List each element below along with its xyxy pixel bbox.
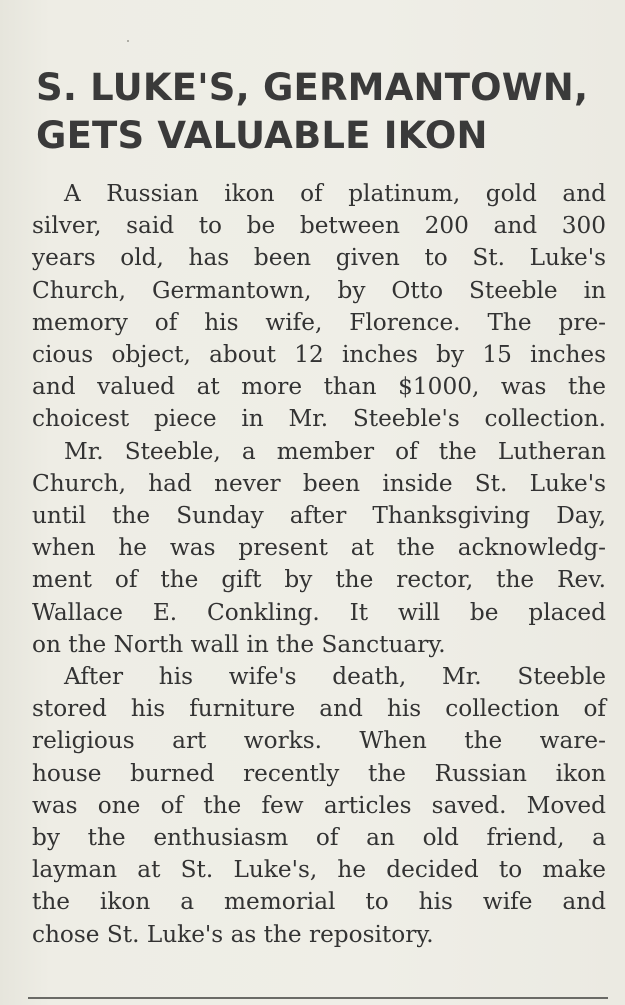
text-line: Church, had never been inside St. Luke's [32,469,606,497]
headline-line-2: GETS VALUABLE IKON [36,114,488,157]
text-line: when he was present at the acknowledg- [32,534,606,562]
text-line: years old, has been given to St. Luke's [32,244,606,272]
text-line: choicest piece in Mr. Steeble's collection. [32,405,606,433]
text-line: by the enthusiasm of an old friend, a [32,824,606,852]
text-line: chose St. Luke's as the repository. [32,920,434,948]
text-line: silver, said to be between 200 and 300 [32,212,606,240]
headline-line-1: S. LUKE'S, GERMANTOWN, [36,66,589,109]
article-body [32,178,606,951]
text-line: memory of his wife, Florence. The pre- [32,308,606,336]
bottom-divider [28,997,608,999]
paper-speck [127,40,129,42]
text-line: A Russian ikon of platinum, gold and [64,180,606,207]
text-line: Wallace E. Conkling. It will be placed [32,598,606,626]
text-line: was one of the few articles saved. Moved [32,791,606,819]
text-line: the ikon a memorial to his wife and [32,888,606,916]
paragraph-3 [32,661,606,951]
text-line: cious object, about 12 inches by 15 inches [32,341,606,369]
text-line: ment of the gift by the rector, the Rev. [32,566,606,594]
article-headline [36,64,606,160]
text-line: Mr. Steeble, a member of the Lutheran [64,437,606,465]
text-line: Church, Germantown, by Otto Steeble in [32,276,606,304]
text-line: layman at St. Luke's, he decided to make [32,856,606,884]
text-line: and valued at more than $1000, was the [32,373,606,401]
text-line: After his wife's death, Mr. Steeble [64,663,606,691]
text-line: until the Sunday after Thanksgiving Day, [32,502,606,530]
paragraph-2 [32,436,606,661]
text-line: stored his furniture and his collection of [32,695,606,723]
text-line: house burned recently the Russian ikon [32,759,606,787]
text-line: religious art works. When the ware- [32,727,606,755]
paragraph-1 [32,178,606,436]
text-line: on the North wall in the Sanctuary. [32,630,446,658]
